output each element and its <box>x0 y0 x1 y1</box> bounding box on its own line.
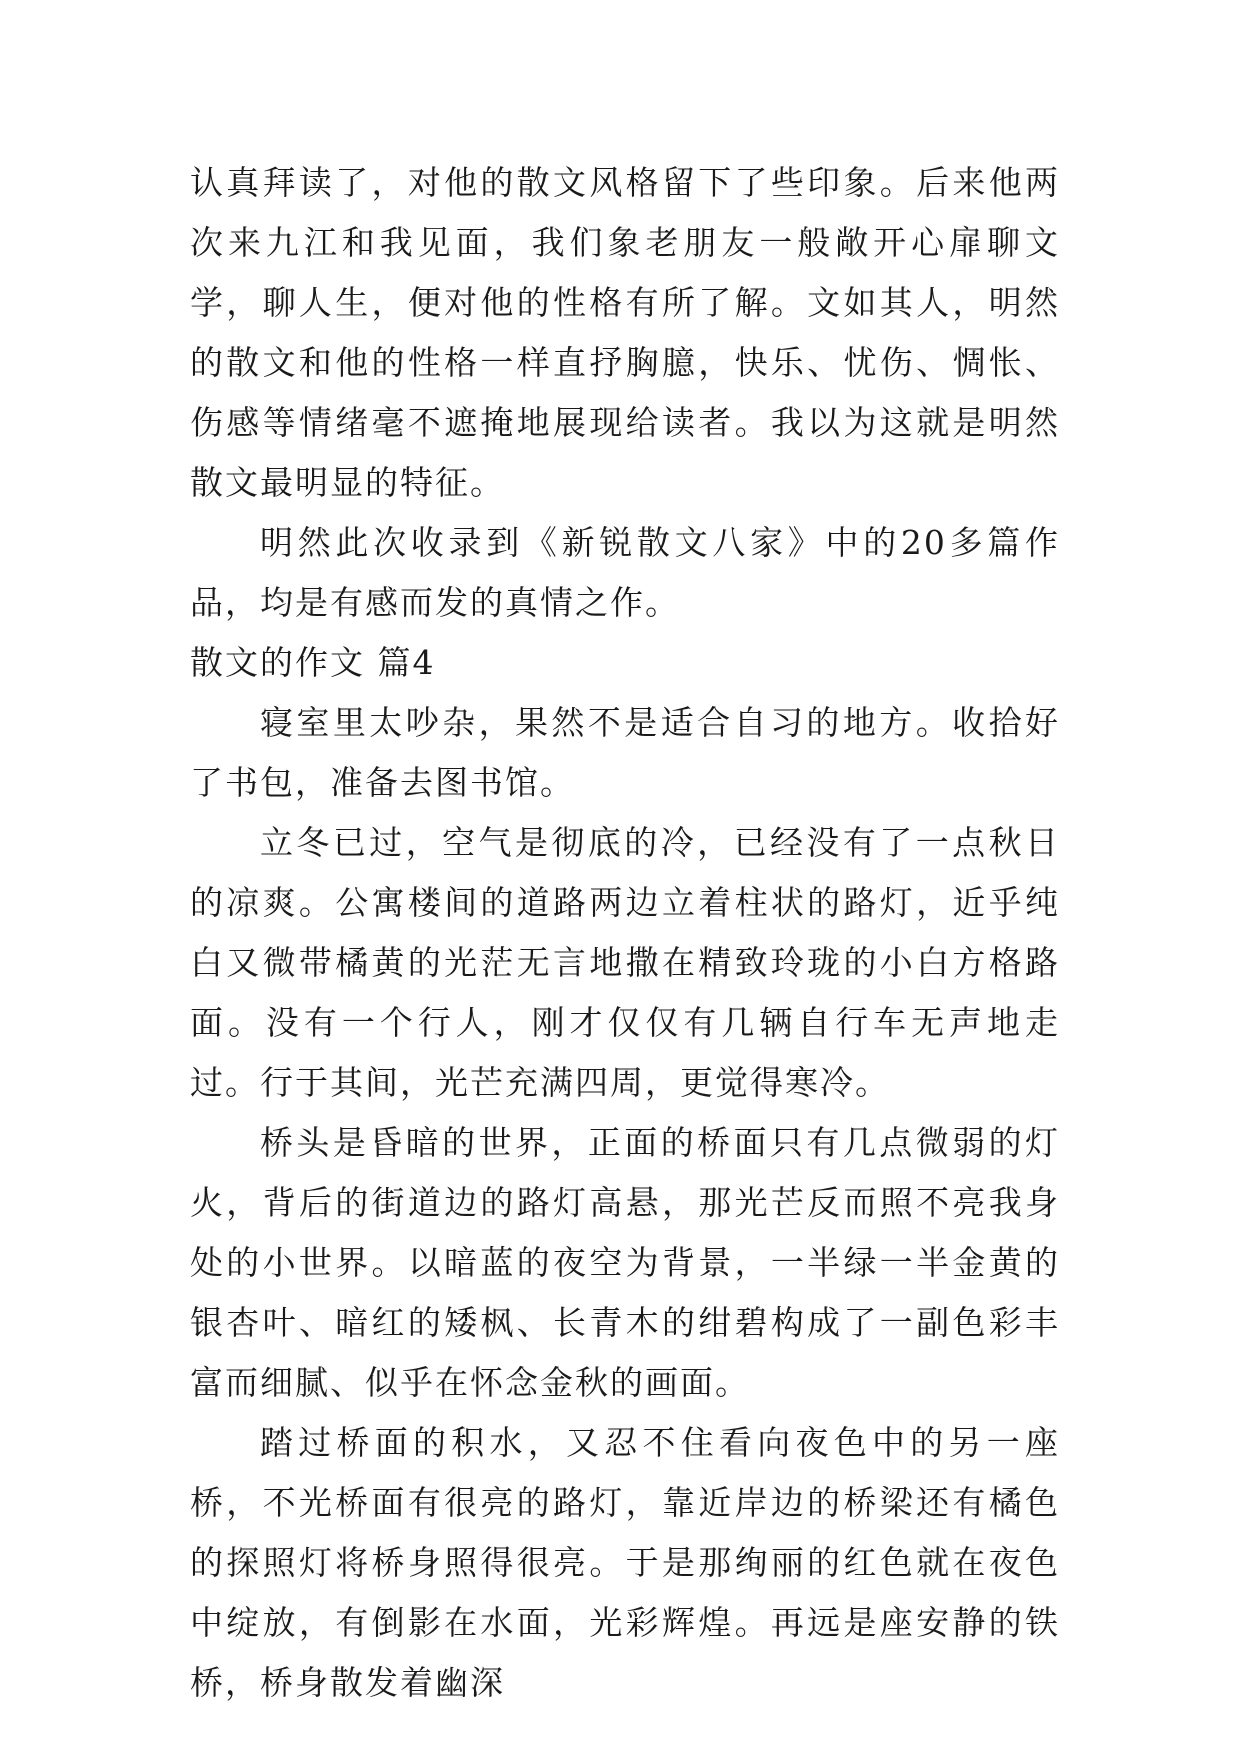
document-body <box>190 153 1060 1713</box>
paragraph-5: 桥头是昏暗的世界，正面的桥面只有几点微弱的灯火，背后的街道边的路灯高悬，那光芒反而照不亮我身处的小世界。以暗蓝的夜空为背景，一半绿一半金黄的银杏叶、暗红的矮枫、长青木的绀碧构成了一副色彩丰富而细腻、似乎在怀念金秋的画面。 <box>190 1123 1060 1402</box>
section-heading: 散文的作文 篇4 <box>190 643 436 682</box>
paragraph-6: 踏过桥面的积水，又忍不住看向夜色中的另一座桥，不光桥面有很亮的路灯，靠近岸边的桥梁还有橘色的探照灯将桥身照得很亮。于是那绚丽的红色就在夜色中绽放，有倒影在水面，光彩辉煌。再远是座安静的铁桥，桥身散发着幽深 <box>190 1423 1060 1702</box>
paragraph-1: 认真拜读了，对他的散文风格留下了些印象。后来他两次来九江和我见面，我们象老朋友一般敞开心扉聊文学，聊人生，便对他的性格有所了解。文如其人，明然的散文和他的性格一样直抒胸臆，快乐、忧伤、惆怅、伤感等情绪毫不遮掩地展现给读者。我以为这就是明然散文最明显的特征。 <box>190 163 1060 502</box>
paragraph-4: 立冬已过，空气是彻底的冷，已经没有了一点秋日的凉爽。公寓楼间的道路两边立着柱状的路灯，近乎纯白又微带橘黄的光茫无言地撒在精致玲珑的小白方格路面。没有一个行人，刚才仅仅有几辆自行车无声地走过。行于其间，光芒充满四周，更觉得寒冷。 <box>190 823 1060 1102</box>
paragraph-3: 寝室里太吵杂，果然不是适合自习的地方。收拾好了书包，准备去图书馆。 <box>190 703 1060 802</box>
paragraph-2: 明然此次收录到《新锐散文八家》中的20多篇作品，均是有感而发的真情之作。 <box>190 523 1060 622</box>
